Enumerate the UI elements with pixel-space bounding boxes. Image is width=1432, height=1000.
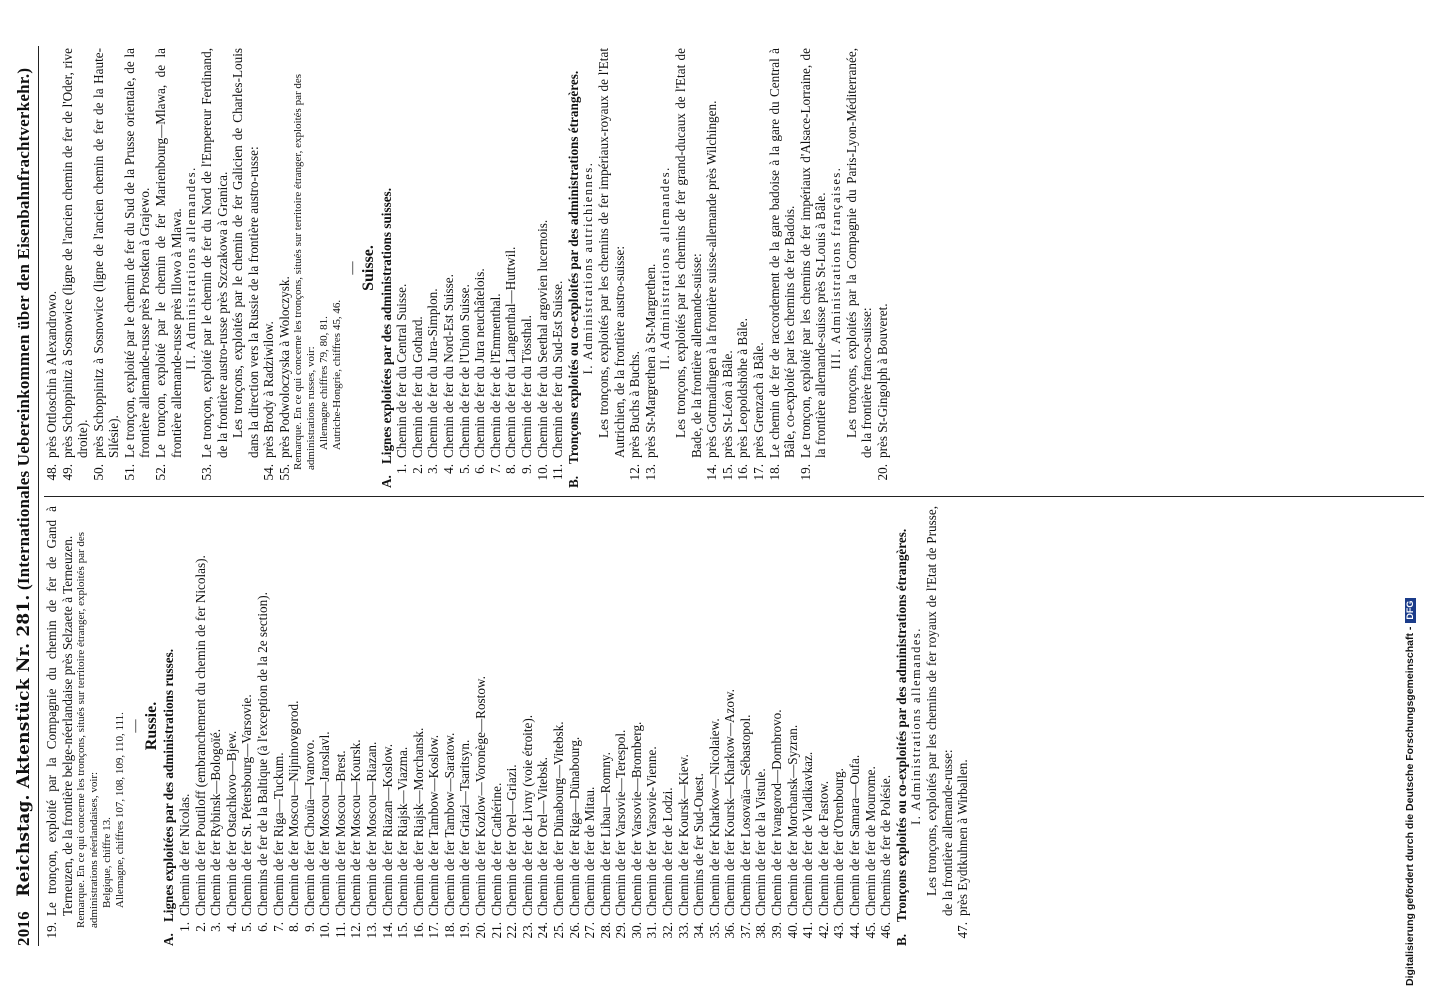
list-item: 35. Chemin de fer Kharkow—Nicolaiew. bbox=[706, 718, 722, 939]
list-item: 11. Chemin de fer Moscou—Brest. bbox=[332, 750, 348, 938]
list-item: 8. Chemin de fer Moscou—Nijninovgorod. bbox=[286, 700, 302, 932]
list-item: 6. Chemin de fer du Jura neuchâtelois. bbox=[472, 268, 488, 474]
list-item: 16. Chemin de fer Riajsk—Morchansk. bbox=[410, 727, 426, 939]
list-item: 32. Chemin de fer de Lodzi. bbox=[659, 787, 675, 939]
list-item: 34. Chemins de fer Sud-Ouest. bbox=[691, 773, 707, 939]
page-header bbox=[14, 46, 34, 946]
list-item: 15. Chemin de fer Riajsk—Viazma. bbox=[395, 746, 411, 939]
list-item: 36. Chemin de fer Koursk—Kharkow—Azow. bbox=[722, 689, 738, 939]
list-top bbox=[44, 48, 184, 488]
remark: Remarque. En ce qui concerne les tronçons, situés sur territoire étranger, exploités par des administrations néerlandaises, voir: Belgique, chiffre 13. Allemagne, chiffres 107, 108, 109, 110, 111. bbox=[75, 531, 127, 928]
list-item: 44. Chemin de fer Samara—Oufa. bbox=[846, 754, 862, 939]
list-item: 30. Chemin de fer Varsovie—Bromberg. bbox=[628, 721, 644, 939]
list-item: 4. Chemin de fer du Nord-Est Suisse. bbox=[441, 274, 457, 474]
list-item: 1. Chemin de fer du Central Suisse. bbox=[394, 283, 410, 474]
remark: Remarque. En ce qui concerne les tronçons, situés sur territoire étranger, exploités par des administrations russes, voir: Allemagne chiffres 79, 80, 81. Autriche-Hongrie, chiffres 45, 46. bbox=[292, 73, 344, 470]
russia-list bbox=[177, 506, 894, 946]
list-item: 16. près Leopoldshöhe à Bâle. bbox=[735, 318, 751, 481]
paragraph: Les tronçons, exploités par le chemin de fer Galicien de Charles-Louis dans la direction vers la Russie de la frontière austro-russe: bbox=[230, 48, 261, 458]
paragraph: Les tronçons, exploités par la Compagnie du Paris-Lyon-Méditerranée, de la frontière franco-suisse: bbox=[843, 48, 875, 458]
subheading: I. Administrations autrichiennes. bbox=[581, 161, 596, 375]
subheading: III. Administrations françaises. bbox=[828, 166, 843, 370]
list-item: 14. Chemin de fer Riazan—Koslow. bbox=[379, 743, 395, 939]
list-item: 4. Chemin de fer Ostachkovo—Bjew. bbox=[223, 730, 239, 932]
list-item: 49. près Schoppinitz à Sosnowice (ligne de l'ancien chemin de fer de l'Oder, rive droite). bbox=[59, 48, 91, 481]
list-item: 52. Le tronçon, exploité par le chemin de fer Marienbourg—Mlawa, de la frontière allemande-russe près Illowo à Mlawa. bbox=[153, 48, 184, 481]
list-item: 29. Chemin de fer Varsovie—Terespol. bbox=[613, 729, 629, 939]
list-item: 19. Le tronçon, exploité par la Compagnie du chemin de fer de Gand à Terneuzen, de la frontière belge-néerlandaise près Selzaete à Terneuzen. bbox=[44, 506, 75, 939]
list-item: 40. Chemin de fer Morchansk—Syzran. bbox=[784, 724, 800, 939]
header-rule bbox=[38, 46, 39, 946]
list-item: 46. Chemins de fer de Polésie. bbox=[878, 775, 894, 939]
list-item: 22. Chemin de fer Orel—Griazi. bbox=[504, 764, 520, 939]
list-item: 37. Chemin de fer Losovaïa—Sébastopol. bbox=[737, 714, 753, 939]
list-item: 13. près St-Margrethen à St-Margrethen. bbox=[642, 263, 658, 481]
list-item: 11. Chemin de fer du Sud-Est Suisse. bbox=[550, 280, 566, 480]
list-item: 3. Chemin de fer du Jura-Simplon. bbox=[425, 288, 441, 474]
separator: — bbox=[344, 261, 360, 275]
list-item: 8. Chemin de fer du Langenthal—Huttwil. bbox=[503, 246, 519, 474]
german-list bbox=[704, 48, 829, 488]
list-item: 45. Chemin de fer de Mourome. bbox=[862, 766, 878, 939]
header-subtitle: (Internationales Uebereinkommen über den Eisenbahnfrachtverkehr.) bbox=[14, 67, 33, 590]
list-item: 25. Chemin de fer Dünabourg—Vitebsk. bbox=[550, 721, 566, 939]
list-item: 18. Chemin de fer Tambow—Saratow. bbox=[441, 732, 457, 939]
dfg-logo: DFG bbox=[1405, 598, 1416, 623]
list-item: 31. Chemin de fer Varsovie-Vienne. bbox=[644, 746, 660, 939]
list-item: 33. Chemin de fer Koursk—Kiew. bbox=[675, 754, 691, 939]
list-item: 9. Chemin de fer Chouïa—Ivanovo. bbox=[301, 739, 317, 932]
list-item: 47. près Eydtkuhnen à Wirballen. bbox=[955, 759, 971, 939]
list-item: 23. Chemin de fer de Livny (voie étroite). bbox=[519, 714, 535, 939]
digitization-credit: Digitalisierung gefördert durch die Deutsche Forschungsgemeinschaft -DFG bbox=[1404, 598, 1416, 986]
header-title: Reichstag. Aktenstück Nr. 281. bbox=[14, 594, 34, 897]
section-title-russia: Russie. bbox=[142, 701, 160, 751]
list-item: 1. Chemin de fer Nicolas. bbox=[177, 793, 193, 932]
section-heading: A. Lignes exploitées par des administrations suisses. bbox=[378, 188, 394, 488]
list-item: 55. près Podwoloczyska à Woloczysk. bbox=[276, 276, 292, 481]
list-item: 7. Chemin de fer Riga—Tuckum. bbox=[270, 752, 286, 932]
list-item: 6. Chemins de fer de la Baltique (à l'exception de la 2e section). bbox=[254, 592, 270, 932]
list-item: 12. Chemin de fer Moscou—Koursk. bbox=[348, 739, 364, 939]
list-item: 10. Chemin de fer du Seethal argovien lucernois. bbox=[534, 219, 550, 481]
list-item: 2. Chemin de fer Poutiloff (embranchement du chemin de fer Nicolas). bbox=[192, 555, 208, 932]
list-item: 42. Chemin de fer de Fastow. bbox=[815, 780, 831, 939]
list-item: 27. Chemin de fer de Mitau. bbox=[582, 786, 598, 939]
list-item: 38. Chemin de fer de la Vistule. bbox=[753, 768, 769, 939]
list-item: 17. Chemin de fer Tambow—Koslow. bbox=[426, 734, 442, 939]
austrian-list bbox=[627, 48, 658, 488]
list-item: 5. Chemin de fer St. Pétersbourg—Varsovie. bbox=[239, 694, 255, 932]
list-item: 19. Chemin de fer Griazi—Tsaritsyn. bbox=[457, 739, 473, 939]
list-item: 24. Chemin de fer Orel—Vitebsk. bbox=[535, 757, 551, 939]
list-item: 20. Chemin de fer Kozlow—Voronège—Rostow. bbox=[473, 676, 489, 939]
list-item: 2. Chemin de fer du Gothard. bbox=[409, 316, 425, 474]
list-item: 41. Chemin de fer de Vladikavkaz. bbox=[800, 751, 816, 939]
separator: — bbox=[127, 719, 143, 733]
list-item: 50. près Schoppinitz à Sosnowice (ligne de l'ancien chemin de fer de la Haute-Silésie). bbox=[90, 48, 122, 481]
section-title-switzerland: Suisse. bbox=[359, 245, 377, 291]
paragraph: Les tronçons, exploités par les chemins de fer royaux de l'Etat de Prusse, de la frontière allemande-russe: bbox=[923, 506, 955, 916]
list-item: 21. Chemin de fer Cathérine. bbox=[488, 782, 504, 939]
paragraph: Les tronçons, exploités par les chemins de fer impériaux-royaux de l'Etat Autrichien, de la frontière austro-suisse: bbox=[596, 48, 627, 458]
right-column bbox=[44, 48, 890, 488]
section-heading: A. Lignes exploitées par des administrations russes. bbox=[161, 648, 177, 946]
column-divider bbox=[44, 496, 1424, 497]
page-number: 2016 bbox=[14, 911, 33, 946]
list-item: 54. près Brody à Radziwilow. bbox=[261, 321, 277, 481]
subheading: I. Administrations allemandes. bbox=[909, 627, 924, 825]
left-column bbox=[44, 506, 971, 946]
list-item: 39. Chemin de fer Ivangorod—Dombrovo. bbox=[769, 709, 785, 939]
list-item: 53. Le tronçon, exploité par le chemin de fer du Nord de l'Empereur Ferdinand, de la frontière austro-russe près Szczakowa à Granica. bbox=[198, 48, 230, 481]
list-item: 15. près St-Léon à Bâle. bbox=[719, 350, 735, 481]
list-item: 43. Chemin de fer d'Orenbourg. bbox=[831, 768, 847, 939]
section-heading: B. Tronçons exploités ou co-exploités par des administrations étrangères. bbox=[565, 70, 581, 488]
list-item: 51. Le tronçon, exploité par le chemin de fer du Sud de la Prusse orientale, de la frontière allemande-russe près Prostken à Grajewo. bbox=[121, 48, 153, 481]
list-item: 9. Chemin de fer du Tössthal. bbox=[518, 315, 534, 474]
list-item: 12. près Buchs à Buchs. bbox=[627, 351, 643, 481]
list-item: 19. Le tronçon, exploité par les chemins de fer impériaux d'Alsace-Lorraine, de la frontière allemande-suisse près St-Louis à Bâle. bbox=[797, 48, 829, 481]
swiss-list bbox=[394, 48, 565, 488]
list-item: 48. près Ottloschin à Alexandrowo. bbox=[44, 290, 59, 481]
list-item: 26. Chemin de fer Riga—Dünabourg. bbox=[566, 736, 582, 939]
list-item: 20. près St-Gingolph à Bouveret. bbox=[874, 303, 890, 481]
list-item: 7. Chemin de fer de l'Emmenthal. bbox=[487, 293, 503, 474]
list-item: 17. près Grenzach à Bâle. bbox=[750, 342, 766, 481]
list-item: 28. Chemin de fer Libau—Romny. bbox=[597, 752, 613, 939]
subheading: II. Administrations allemandes. bbox=[184, 166, 199, 370]
list-item: 10. Chemin de fer Moscou—Jaroslavl. bbox=[317, 731, 333, 939]
paragraph: Les tronçons, exploités par les chemins de fer grand-ducaux de l'Etat de Bade, de la frontière allemande-suisse: bbox=[673, 48, 704, 458]
list-item: 13. Chemin de fer Moscou—Riazan. bbox=[364, 741, 379, 939]
list-item: 5. Chemin de fer de l'Union Suisse. bbox=[456, 284, 472, 474]
list-item: 18. Le chemin de fer de raccordement de la gare badoise à la gare du Central à Bâle, co-exploité par les chemins de fer Badois. bbox=[766, 48, 798, 481]
list-item: 3. Chemin de fer Rybinsk—Bologoïé. bbox=[208, 728, 224, 932]
section-heading: B. Tronçons exploités ou co-exploités par des administrations étrangères. bbox=[893, 528, 909, 946]
list-item: 14. près Gottmadingen à la frontière suisse-allemande près Wilchingen. bbox=[704, 100, 720, 481]
subheading: II. Administrations allemandes. bbox=[658, 166, 673, 370]
